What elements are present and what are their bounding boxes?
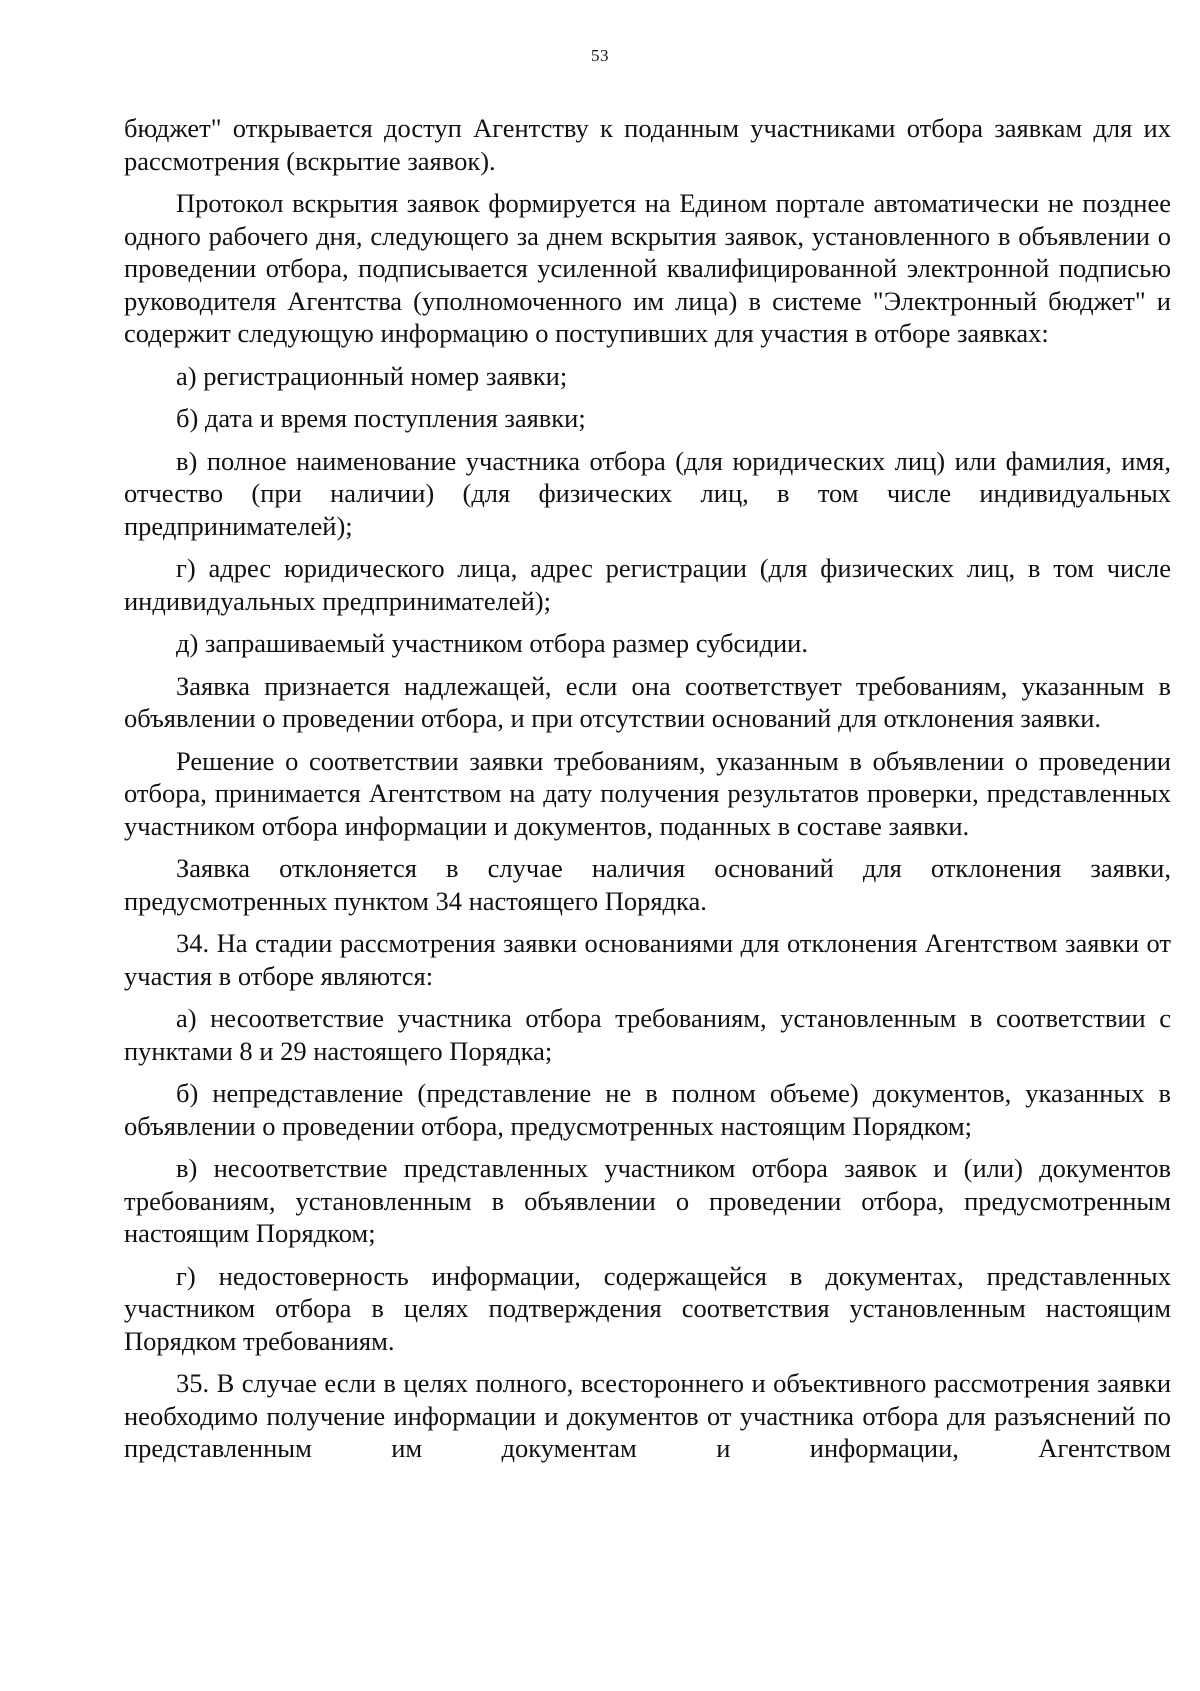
list-item-b: б) дата и время поступления заявки; (176, 403, 586, 433)
page-number: 53 (591, 46, 609, 65)
list-item-v: в) полное наименование участника отбора (для юридических лиц) или фамилия, имя, отчество (при наличии) (для физических лиц, в том числе индивидуальных предпринимателей); (124, 445, 1171, 541)
clause-34-item-g: г) недостоверность информации, содержащейся в документах, представленных участником отбора в целях подтверждения соответствия установленным настоящим Порядком требованиям. (124, 1260, 1171, 1356)
paragraph-proper-application: Заявка признается надлежащей, если она соответствует требованиям, указанным в объявлении о проведении отбора, и при отсутствии оснований для отклонения заявки. (124, 670, 1171, 733)
paragraph-protocol: Протокол вскрытия заявок формируется на Едином портале автоматически не позднее одного рабочего дня, следующего за днем вскрытия заявок, установленного в объявлении о проведении отбора, подписывается усиленной квалифицированной электронной подписью руководителя Агентства (уполномоченного им лица) в системе "Электронный бюджет" и содержит следующую информацию о поступивших для участия в отборе заявках: (124, 188, 1171, 348)
paragraph-rejection: Заявка отклоняется в случае наличия оснований для отклонения заявки, предусмотренных пунктом 34 настоящего Порядка. (124, 853, 1171, 916)
list-item-d: д) запрашиваемый участником отбора размер субсидии. (176, 628, 808, 658)
list-item-g: г) адрес юридического лица, адрес регистрации (для физических лиц, в том числе индивидуальных предпринимателей); (124, 553, 1171, 616)
paragraph-continuation: бюджет" открывается доступ Агентству к поданным участниками отбора заявкам для их рассмотрения (вскрытие заявок). (124, 113, 1171, 176)
document-body (124, 112, 1171, 1475)
list-item-a: а) регистрационный номер заявки; (176, 360, 568, 391)
clause-34-item-a: а) несоответствие участника отбора требованиям, установленным в соответствии с пунктами 8 и 29 настоящего Порядка; (124, 1003, 1171, 1066)
clause-34: 34. На стадии рассмотрения заявки основаниями для отклонения Агентством заявки от участия в отборе являются: (124, 928, 1171, 991)
clause-34-item-v: в) несоответствие представленных участником отбора заявок и (или) документов требованиям, установленным в объявлении о проведении отбора, предусмотренным настоящим Порядком; (124, 1153, 1171, 1248)
clause-34-item-b: б) непредставление (представление не в полном объеме) документов, указанных в объявлении о проведении отбора, предусмотренных настоящим Порядком; (124, 1078, 1171, 1141)
paragraph-decision: Решение о соответствии заявки требованиям, указанным в объявлении о проведении отбора, принимается Агентством на дату получения результатов проверки, представленных участником отбора информации и документов, поданных в составе заявки. (124, 745, 1171, 841)
clause-35: 35. В случае если в целях полного, всестороннего и объективного рассмотрения заявки необходимо получение информации и документов от участника отбора для разъяснений по представленным им документам и информации, Агентством (124, 1368, 1171, 1463)
